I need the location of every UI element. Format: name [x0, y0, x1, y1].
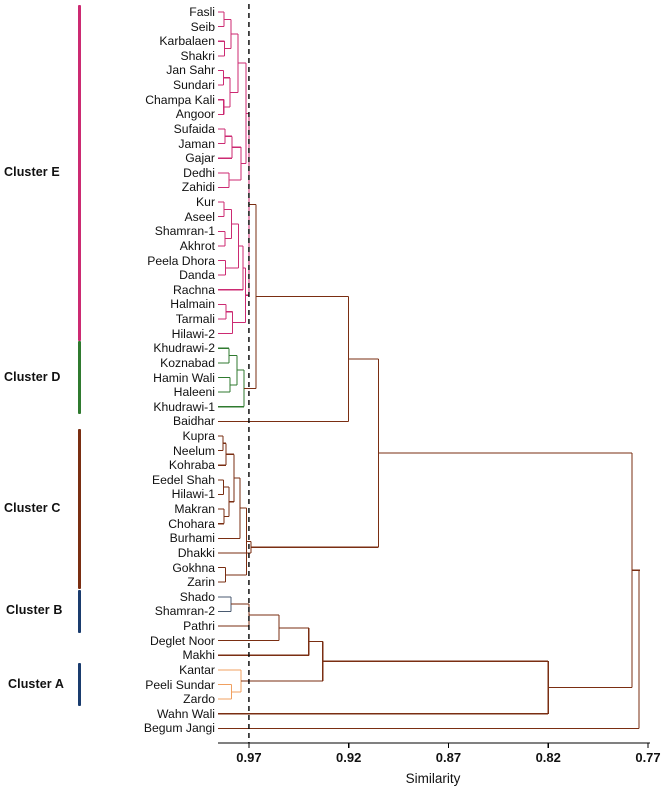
- leaf-label: Jan Sahr: [166, 63, 215, 78]
- cluster-label: Cluster E: [4, 164, 60, 179]
- leaf-label: Koznabad: [160, 355, 215, 370]
- leaf-label: Sufaida: [173, 121, 215, 136]
- leaf-label: Jaman: [178, 136, 215, 151]
- leaf-label: Haleeni: [173, 385, 215, 400]
- leaf-label: Seib: [190, 19, 215, 34]
- x-axis-tick-label: 0.97: [236, 750, 262, 765]
- leaf-label: Chohara: [168, 516, 215, 531]
- leaf-label: Peeli Sundar: [145, 677, 215, 692]
- leaf-label: Shakri: [180, 48, 215, 63]
- leaf-label: Makhi: [182, 648, 215, 663]
- cluster-label: Cluster C: [4, 501, 61, 516]
- leaf-label: Khudrawi-1: [153, 399, 215, 414]
- leaf-label: Khudrawi-2: [153, 341, 215, 356]
- leaf-label: Zahidi: [181, 180, 215, 195]
- leaf-label: Wahn Wali: [156, 706, 215, 721]
- x-axis-tick-label: 0.77: [635, 750, 661, 765]
- x-axis-tick-label: 0.82: [535, 750, 561, 765]
- leaf-label: Kohraba: [168, 458, 215, 473]
- leaf-label: Sundari: [172, 78, 215, 93]
- leaf-label: Dhakki: [177, 545, 215, 560]
- leaf-label: Karbalaen: [159, 34, 215, 49]
- leaf-label: Tarmali: [175, 312, 215, 327]
- leaf-label: Begum Jangi: [143, 721, 215, 736]
- leaf-label: Rachna: [172, 282, 215, 297]
- leaf-label: Hilawi-2: [171, 326, 215, 341]
- cluster-label: Cluster B: [6, 603, 63, 618]
- leaf-label: Shado: [179, 589, 215, 604]
- leaf-label: Shamran-1: [154, 224, 215, 239]
- cluster-label: Cluster A: [8, 676, 65, 691]
- leaf-label: Pathri: [183, 619, 215, 634]
- leaf-label: Gajar: [185, 151, 215, 166]
- leaf-label: Burhami: [169, 531, 215, 546]
- leaf-label: Kantar: [179, 662, 215, 677]
- leaf-label: Hilawi-1: [171, 487, 215, 502]
- leaf-label: Neelum: [173, 443, 215, 458]
- leaf-label: Shamran-2: [154, 604, 215, 619]
- leaf-label: Makran: [174, 502, 215, 517]
- leaf-label: Fasli: [189, 5, 215, 19]
- leaf-label: Halmain: [170, 297, 215, 312]
- leaf-label: Zardo: [183, 692, 215, 707]
- leaf-label: Aseel: [184, 209, 215, 224]
- x-axis-tick-label: 0.87: [435, 750, 462, 765]
- leaf-label: Deglet Noor: [149, 633, 215, 648]
- leaf-label: Kur: [196, 195, 215, 210]
- leaf-label: Angoor: [175, 107, 215, 122]
- leaf-label: Baidhar: [172, 414, 215, 429]
- leaf-label: Gokhna: [172, 560, 215, 575]
- x-axis-tick-label: 0.92: [336, 750, 362, 765]
- leaf-label: Akhrot: [179, 238, 215, 253]
- leaf-label: Danda: [179, 268, 215, 283]
- leaf-label: Zarin: [187, 575, 215, 590]
- leaf-label: Champa Kali: [145, 92, 215, 107]
- cluster-label: Cluster D: [4, 369, 61, 384]
- leaf-label: Hamin Wali: [153, 370, 215, 385]
- x-axis-title: Similarity: [405, 771, 461, 786]
- leaf-label: Dedhi: [183, 165, 215, 180]
- leaf-label: Peela Dhora: [147, 253, 215, 268]
- leaf-label: Eedel Shah: [151, 472, 215, 487]
- leaf-label: Kupra: [182, 428, 215, 443]
